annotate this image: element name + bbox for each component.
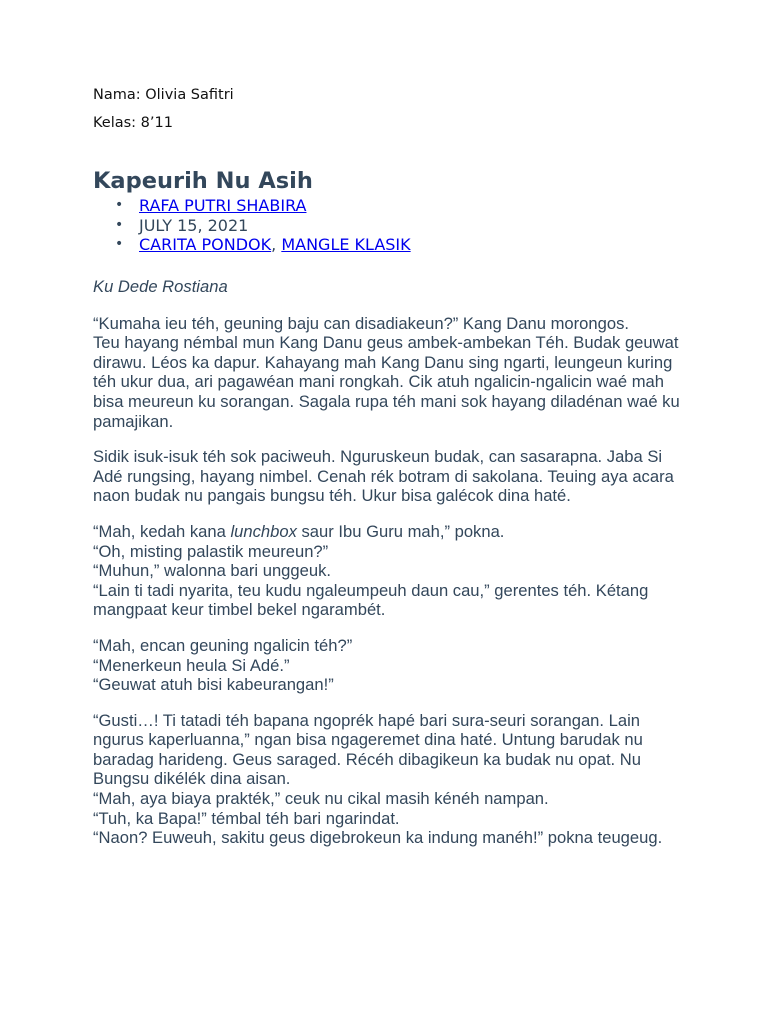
student-name: Nama: Olivia Safitri [93, 87, 234, 103]
article-meta-list [93, 196, 411, 255]
article-title: Kapeurih Nu Asih [93, 168, 313, 194]
student-class: Kelas: 8’11 [93, 115, 173, 131]
paragraph-line: Teu hayang némbal mun Kang Danu geus ambek-ambekan Téh. Budak geuwat dirawu. Léos ka dapur. Kahayang mah Kang Danu sing ngarti, leungeun kuring téh ukur dua, ari pagawéan mani rongkah. Cik atuh ngalicin-ngalicin waé mah bisa meureun ku sorangan. Sagala rupa téh mani sok hayang diladénan waé ku pamajikan. [93, 333, 680, 431]
paragraph-line: “Mah, aya biaya prakték,” ceuk nu cikal masih kénéh nampan. [93, 789, 549, 809]
bullet-icon: • [115, 197, 124, 213]
author-link[interactable]: RAFA PUTRI SHABIRA [139, 196, 307, 215]
paragraph-line: “Lain ti tadi nyarita, teu kudu ngaleumpeuh daun cau,” gerentes téh. Kétang mangpaat keur timbel bekel ngarambét. [93, 580, 649, 620]
text-run: “Mah, kedah kana [93, 521, 231, 541]
bullet-icon: • [115, 216, 124, 233]
bullet-icon: • [115, 236, 124, 252]
publish-date: JULY 15, 2021 [139, 215, 249, 235]
paragraph [93, 314, 683, 432]
paragraph: Sidik isuk-isuk téh sok paciweuh. Nguruskeun budak, can sasarapna. Jaba Si Adé rungsing, hayang nimbel. Cenah rék botram di sakolana. Teuing aya acara naon budak nu pangais bungsu téh. Ukur bisa galécok dina haté. [93, 447, 674, 506]
category-link-carita-pondok[interactable]: CARITA PONDOK [139, 235, 272, 254]
list-item [93, 196, 411, 216]
paragraph-line: “Gusti…! Ti tatadi téh bapana ngoprék hapé bari sura-seuri sorangan. Lain ngurus kaperluanna,” ngan bisa ngageremet dina haté. Untung barudak nu baradag harideng. Geus saraged. Récéh dibagikeun ka budak nu opat. Nu Bungsu dikélék dina aisan. [93, 710, 643, 789]
paragraph-line: “Menerkeun heula Si Adé.” [93, 655, 290, 675]
story-body [93, 277, 683, 864]
paragraph [93, 522, 683, 620]
paragraph-line: “Tuh, ka Bapa!” témbal téh bari ngarindat. [93, 808, 400, 828]
paragraph-line: “Mah, encan geuning ngalicin téh?” [93, 635, 353, 655]
text-run: saur Ibu Guru mah,” pokna. [296, 521, 505, 541]
paragraph-line [93, 522, 683, 542]
category-link-mangle-klasik[interactable]: MANGLE KLASIK [281, 235, 411, 254]
paragraph [93, 711, 683, 848]
paragraph [93, 636, 683, 695]
list-item [93, 235, 411, 255]
paragraph-line: “Muhun,” walonna bari unggeuk. [93, 561, 331, 581]
paragraph-line: “Kumaha ieu téh, geuning baju can disadiakeun?” Kang Danu morongos. [93, 313, 629, 333]
italic-term: lunchbox [230, 521, 297, 541]
paragraph-line: “Naon? Euweuh, sakitu geus digebrokeun ka indung manéh!” pokna teugeug. [93, 828, 663, 848]
category-separator: , [271, 235, 277, 254]
list-item [93, 216, 411, 236]
byline: Ku Dede Rostiana [93, 277, 228, 296]
paragraph-line: “Oh, misting palastik meureun?” [93, 541, 329, 561]
paragraph-line: “Geuwat atuh bisi kabeurangan!” [93, 675, 334, 695]
